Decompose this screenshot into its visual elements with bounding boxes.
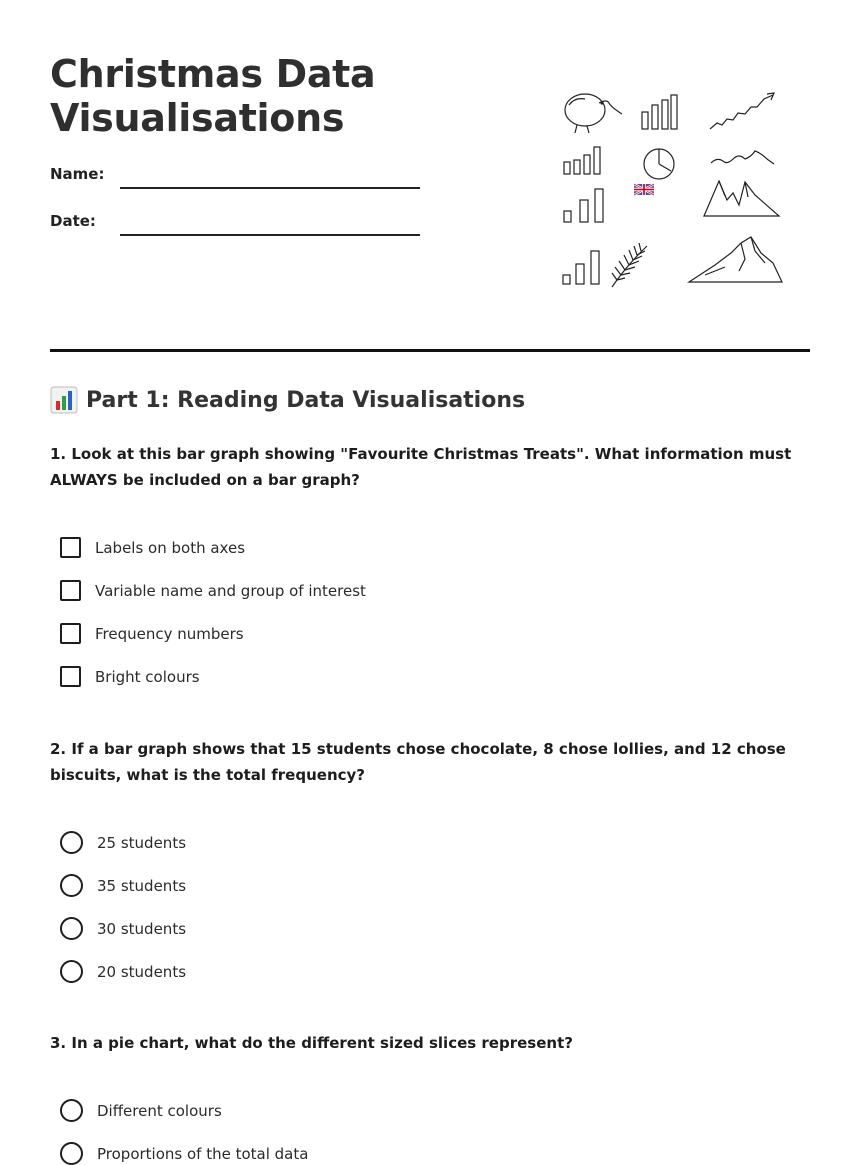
name-label: Name: [50, 165, 105, 183]
q2-option-2[interactable] [60, 874, 186, 897]
question-1: 1. Look at this bar graph showing "Favourite Christmas Treats". What information must ALWAYS be included on a bar graph? [50, 445, 792, 489]
radio-button[interactable] [60, 960, 83, 983]
question-2: 2. If a bar graph shows that 15 students chose chocolate, 8 chose lollies, and 12 chose biscuits, what is the total frequency? [50, 740, 786, 784]
q1-option-2[interactable] [60, 580, 366, 601]
bar-chart-icon [50, 386, 78, 414]
q1-option-1[interactable] [60, 537, 245, 558]
option-label: Bright colours [95, 667, 200, 686]
option-label: 30 students [97, 919, 187, 938]
question-3: 3. In a pie chart, what do the different sized slices represent? [50, 1034, 573, 1052]
q1-option-4[interactable] [60, 666, 200, 687]
title-line-2: Visualisations [50, 96, 345, 140]
worksheet-title [50, 52, 375, 140]
option-label: Frequency numbers [95, 624, 244, 643]
bar-chart-icon [564, 189, 603, 222]
option-label: Different colours [97, 1101, 222, 1120]
bar-chart-icon [642, 95, 677, 129]
option-label: Labels on both axes [95, 538, 246, 557]
decorative-illustration [555, 85, 790, 295]
kiwi-icon [565, 94, 622, 133]
date-label: Date: [50, 212, 96, 230]
option-label: 20 students [97, 962, 187, 981]
q1-option-3[interactable] [60, 623, 244, 644]
option-label: 25 students [97, 833, 187, 852]
q3-option-2[interactable] [60, 1142, 308, 1165]
radio-button[interactable] [60, 1142, 83, 1165]
radio-button[interactable] [60, 1099, 83, 1122]
q2-option-4[interactable] [60, 960, 186, 983]
flag-icon [634, 184, 654, 195]
option-label: Proportions of the total data [97, 1144, 309, 1163]
checkbox[interactable] [60, 666, 81, 687]
header-divider [50, 349, 810, 352]
bar-chart-icon [563, 251, 599, 284]
wave-line-icon [711, 151, 774, 164]
radio-button[interactable] [60, 917, 83, 940]
fern-icon [612, 243, 647, 287]
checkbox[interactable] [60, 623, 81, 644]
mountain-icon [704, 181, 779, 216]
bar-chart-icon [564, 147, 600, 174]
checkbox[interactable] [60, 580, 81, 601]
q2-option-3[interactable] [60, 917, 186, 940]
q2-option-1[interactable] [60, 831, 186, 854]
pie-chart-icon [644, 149, 674, 179]
date-field[interactable] [120, 234, 420, 236]
section-title-text: Part 1: Reading Data Visualisations [86, 387, 526, 413]
q3-option-1[interactable] [60, 1099, 222, 1122]
mountain-icon [689, 237, 782, 282]
radio-button[interactable] [60, 831, 83, 854]
option-label: 35 students [97, 876, 187, 895]
radio-button[interactable] [60, 874, 83, 897]
checkbox[interactable] [60, 537, 81, 558]
title-line-1: Christmas Data [50, 52, 376, 96]
trend-line-icon [710, 93, 774, 129]
section-title [50, 386, 525, 414]
name-field[interactable] [120, 187, 420, 189]
option-label: Variable name and group of interest [95, 581, 366, 600]
